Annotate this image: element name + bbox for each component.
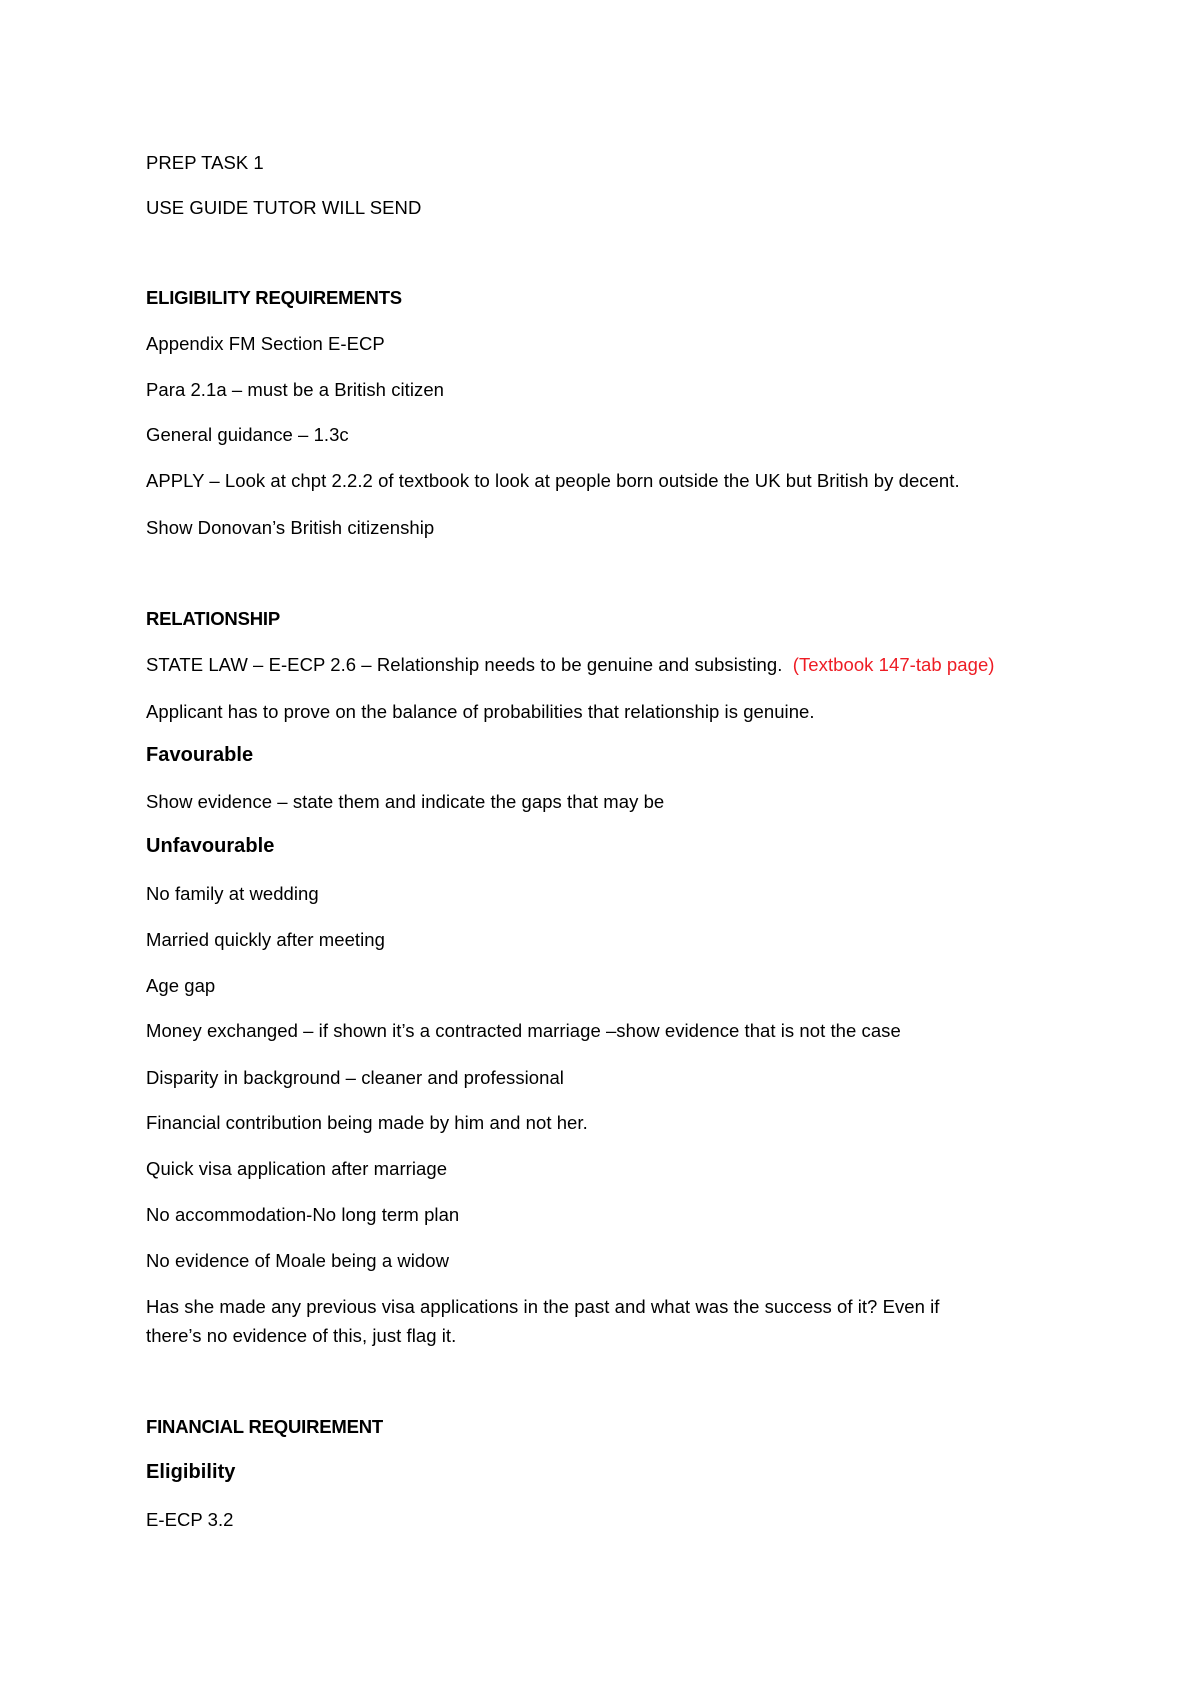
unfavourable-item: Financial contribution being made by him and not her. — [146, 1112, 588, 1133]
favourable-text: Show evidence – state them and indicate the gaps that may be — [146, 791, 665, 812]
financial-reference: E-ECP 3.2 — [146, 1509, 234, 1530]
unfavourable-item: Quick visa application after marriage — [146, 1158, 448, 1179]
eligibility-line: General guidance – 1.3c — [146, 424, 349, 445]
state-law-text: STATE LAW – E-ECP 2.6 – Relationship needs to be genuine and subsisting. — [146, 654, 783, 675]
unfavourable-item: Married quickly after meeting — [146, 929, 385, 950]
financial-heading: FINANCIAL REQUIREMENT — [146, 1416, 383, 1437]
favourable-heading: Favourable — [146, 744, 254, 766]
relationship-proof: Applicant has to prove on the balance of probabilities that relationship is genuine. — [146, 701, 815, 722]
unfavourable-item: Age gap — [146, 975, 216, 996]
previous-visa-question: Has she made any previous visa applications in the past and what was the success of it? Even if — [146, 1296, 940, 1317]
eligibility-line: Para 2.1a – must be a British citizen — [146, 379, 444, 400]
textbook-reference: (Textbook 147-tab page) — [792, 654, 995, 675]
eligibility-line: Show Donovan’s British citizenship — [146, 517, 435, 538]
unfavourable-heading: Unfavourable — [146, 835, 275, 857]
eligibility-line: APPLY – Look at chpt 2.2.2 of textbook to look at people born outside the UK but British by decent. — [146, 470, 960, 491]
eligibility-line: Appendix FM Section E-ECP — [146, 333, 385, 354]
previous-visa-question-cont: there’s no evidence of this, just flag it. — [146, 1325, 457, 1346]
unfavourable-item: No family at wedding — [146, 883, 319, 904]
relationship-state-law — [146, 650, 995, 679]
unfavourable-item: No accommodation-No long term plan — [146, 1204, 460, 1225]
unfavourable-item: No evidence of Moale being a widow — [146, 1250, 450, 1271]
prep-task-title: PREP TASK 1 — [146, 152, 264, 173]
unfavourable-item: Money exchanged – if shown it’s a contracted marriage –show evidence that is not the case — [146, 1020, 901, 1041]
eligibility-heading: ELIGIBILITY REQUIREMENTS — [146, 287, 402, 308]
unfavourable-item: Disparity in background – cleaner and professional — [146, 1067, 564, 1088]
relationship-heading: RELATIONSHIP — [146, 608, 280, 629]
use-guide-note: USE GUIDE TUTOR WILL SEND — [146, 197, 422, 218]
financial-eligibility-heading: Eligibility — [146, 1461, 236, 1483]
